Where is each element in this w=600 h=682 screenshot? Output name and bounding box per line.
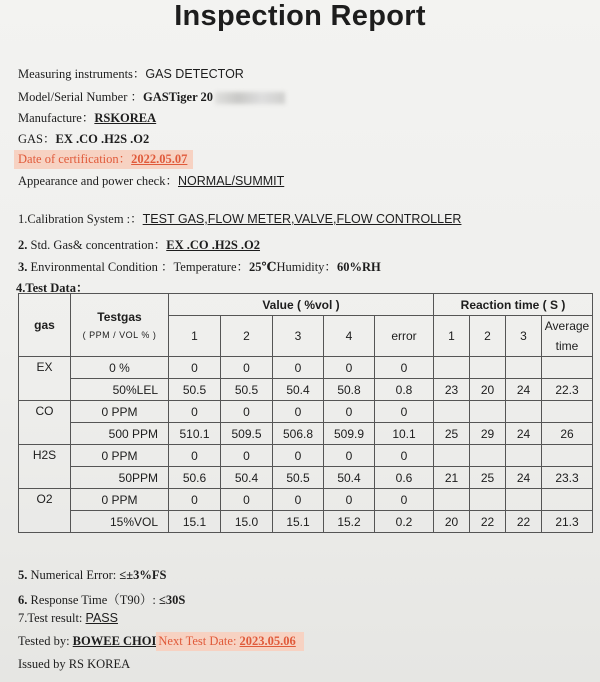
table-row (19, 401, 593, 423)
environment-line (18, 257, 381, 275)
value-cell: 0 (169, 489, 221, 511)
value-cell: 50.5 (221, 379, 273, 401)
table-row (19, 379, 593, 401)
testgas-span: 50%LEL (71, 379, 169, 401)
value-cell: 15.1 (273, 511, 324, 533)
value-cell: 0 (324, 445, 375, 467)
appearance-value: NORMAL/SUMMIT (178, 174, 285, 188)
appearance-line (18, 171, 284, 189)
value-cell: 0 (273, 445, 324, 467)
manufacture-value: RSKOREA (94, 111, 157, 125)
empty-cell (506, 489, 542, 511)
numerical-error-label: Numerical Error: (27, 568, 120, 582)
gas-line (18, 129, 149, 147)
std-gas-value: EX .CO .H2S .O2 (166, 238, 261, 252)
reaction-cell: 20 (434, 511, 470, 533)
table-row (19, 445, 593, 467)
model-value: GASTiger 20 (142, 90, 214, 104)
test-data-heading: 4.Test Data： (16, 281, 89, 295)
value-cell: 0 (221, 401, 273, 423)
reaction-cell: 25 (470, 467, 506, 489)
table-row (19, 467, 593, 489)
environment-label: Environmental Condition ：Temperature： (27, 260, 250, 274)
value-cell: 50.8 (324, 379, 375, 401)
value-cell: 50.5 (273, 467, 324, 489)
manufacture-line (18, 108, 156, 126)
value-cell: 0 (169, 357, 221, 379)
empty-cell (506, 445, 542, 467)
table-row (19, 511, 593, 533)
header-value-col: 3 (273, 316, 324, 357)
header-value-col: 2 (221, 316, 273, 357)
gas-value: EX .CO .H2S .O2 (55, 132, 150, 146)
header-testgas-label: Testgas (97, 310, 142, 324)
redacted-serial (215, 92, 285, 104)
humidity-value: 60%RH (336, 260, 381, 274)
testgas-zero: 0 PPM (71, 489, 169, 511)
reaction-cell: 21 (434, 467, 470, 489)
value-cell: 0 (221, 445, 273, 467)
header-reaction-col: 2 (470, 316, 506, 357)
table-row (19, 423, 593, 445)
empty-cell (434, 445, 470, 467)
numerical-error-line (18, 568, 166, 583)
model-line (18, 87, 285, 105)
testgas-span: 50PPM (71, 467, 169, 489)
gas-label: GAS： (18, 132, 56, 146)
std-gas-line (18, 235, 260, 253)
value-cell: 0 (375, 401, 434, 423)
value-cell: 506.8 (273, 423, 324, 445)
value-cell: 0.6 (375, 467, 434, 489)
issued-by: Issued by RS KOREA (18, 657, 131, 671)
header-value: Value ( %vol ) (169, 294, 434, 316)
next-test-label: Next Test Date: (158, 634, 240, 648)
value-cell: 0 (273, 401, 324, 423)
response-time-line (18, 590, 185, 608)
value-cell: 0.8 (375, 379, 434, 401)
value-cell: 15.1 (169, 511, 221, 533)
value-cell: 0 (375, 357, 434, 379)
average-time-cell: 23.3 (542, 467, 593, 489)
value-cell: 0 (273, 357, 324, 379)
empty-cell (542, 401, 593, 423)
header-reaction-col: 1 (434, 316, 470, 357)
value-cell: 0 (221, 489, 273, 511)
value-cell: 0 (324, 357, 375, 379)
value-cell: 0 (375, 445, 434, 467)
gas-name: O2 (19, 489, 71, 533)
next-test-highlight (156, 632, 303, 651)
calibration-value: TEST GAS,FLOW METER,VALVE,FLOW CONTROLLER (142, 212, 462, 226)
header-value-col: 4 (324, 316, 375, 357)
response-time-num: 6. (18, 593, 28, 607)
table-header-row (19, 294, 593, 316)
empty-cell (506, 357, 542, 379)
table-row (19, 489, 593, 511)
reaction-cell: 20 (470, 379, 506, 401)
reaction-cell: 24 (506, 379, 542, 401)
empty-cell (434, 401, 470, 423)
value-cell: 10.1 (375, 423, 434, 445)
gas-name: H2S (19, 445, 71, 489)
header-testgas-unit: ( PPM / VOL % ) (82, 330, 157, 340)
value-cell: 15.2 (324, 511, 375, 533)
test-result-value: PASS (85, 611, 118, 625)
measuring-value: GAS DETECTOR (145, 67, 244, 81)
reaction-cell: 22 (470, 511, 506, 533)
calibration-label: 1.Calibration System :： (18, 212, 143, 226)
value-cell: 0.2 (375, 511, 434, 533)
next-test-value: 2023.05.06 (239, 634, 296, 648)
reaction-cell: 29 (470, 423, 506, 445)
test-data-table (18, 293, 593, 533)
testgas-zero: 0 PPM (71, 445, 169, 467)
page-title: Inspection Report (174, 0, 426, 32)
std-gas-label: Std. Gas& concentration： (27, 238, 167, 252)
temperature-value: 25℃ (249, 260, 277, 274)
appearance-label: Appearance and power check： (18, 174, 178, 188)
empty-cell (542, 489, 593, 511)
empty-cell (434, 489, 470, 511)
header-reaction-col: 3 (506, 316, 542, 357)
numerical-error-num: 5. (18, 568, 28, 582)
value-cell: 0 (324, 489, 375, 511)
test-result-line (18, 611, 118, 626)
value-cell: 50.4 (324, 467, 375, 489)
average-time-cell: 22.3 (542, 379, 593, 401)
tested-by-value: BOWEE CHOI (72, 634, 157, 648)
reaction-cell: 24 (506, 423, 542, 445)
measuring-line (18, 64, 244, 82)
value-cell: 15.0 (221, 511, 273, 533)
value-cell: 0 (324, 401, 375, 423)
environment-num: 3. (18, 260, 28, 274)
value-cell: 509.9 (324, 423, 375, 445)
humidity-label: Humidity： (276, 260, 337, 274)
testgas-zero: 0 % (71, 357, 169, 379)
value-cell: 0 (273, 489, 324, 511)
manufacture-label: Manufacture： (18, 111, 95, 125)
reaction-cell: 25 (434, 423, 470, 445)
testgas-span: 15%VOL (71, 511, 169, 533)
response-time-value: ≤30S (159, 593, 186, 607)
header-reaction-time: Reaction time ( S ) (434, 294, 593, 316)
empty-cell (542, 357, 593, 379)
test-result-label: 7.Test result: (18, 611, 86, 625)
certification-highlight (14, 150, 193, 169)
gas-name: CO (19, 401, 71, 445)
reaction-cell: 24 (506, 467, 542, 489)
empty-cell (506, 401, 542, 423)
average-time-cell: 21.3 (542, 511, 593, 533)
empty-cell (470, 401, 506, 423)
reaction-cell: 22 (506, 511, 542, 533)
std-gas-num: 2. (18, 238, 28, 252)
measuring-label: Measuring instruments： (18, 67, 146, 81)
value-cell: 50.6 (169, 467, 221, 489)
tested-by-label: Tested by: (18, 634, 73, 648)
header-average-time: Average time (542, 316, 593, 357)
gas-name: EX (19, 357, 71, 401)
empty-cell (470, 357, 506, 379)
table-row (19, 357, 593, 379)
tested-by-line (18, 634, 304, 649)
value-cell: 50.4 (273, 379, 324, 401)
testgas-span: 500 PPM (71, 423, 169, 445)
response-time-label: Response Time（T90）: (27, 593, 159, 607)
numerical-error-value: ≤±3%FS (119, 568, 167, 582)
calibration-line (18, 209, 461, 227)
certification-label: Date of certification： (18, 152, 132, 166)
empty-cell (542, 445, 593, 467)
testgas-zero: 0 PPM (71, 401, 169, 423)
average-time-cell: 26 (542, 423, 593, 445)
header-gas: gas (19, 294, 71, 357)
value-cell: 509.5 (221, 423, 273, 445)
value-cell: 50.4 (221, 467, 273, 489)
header-value-col: 1 (169, 316, 221, 357)
header-value-col: error (375, 316, 434, 357)
empty-cell (470, 445, 506, 467)
empty-cell (470, 489, 506, 511)
reaction-cell: 23 (434, 379, 470, 401)
empty-cell (434, 357, 470, 379)
certification-line (18, 149, 193, 167)
header-testgas (71, 294, 169, 357)
certification-value: 2022.05.07 (131, 152, 188, 166)
value-cell: 0 (169, 445, 221, 467)
value-cell: 510.1 (169, 423, 221, 445)
value-cell: 0 (221, 357, 273, 379)
value-cell: 0 (169, 401, 221, 423)
value-cell: 50.5 (169, 379, 221, 401)
model-label: Model/Serial Number ： (18, 90, 143, 104)
value-cell: 0 (375, 489, 434, 511)
